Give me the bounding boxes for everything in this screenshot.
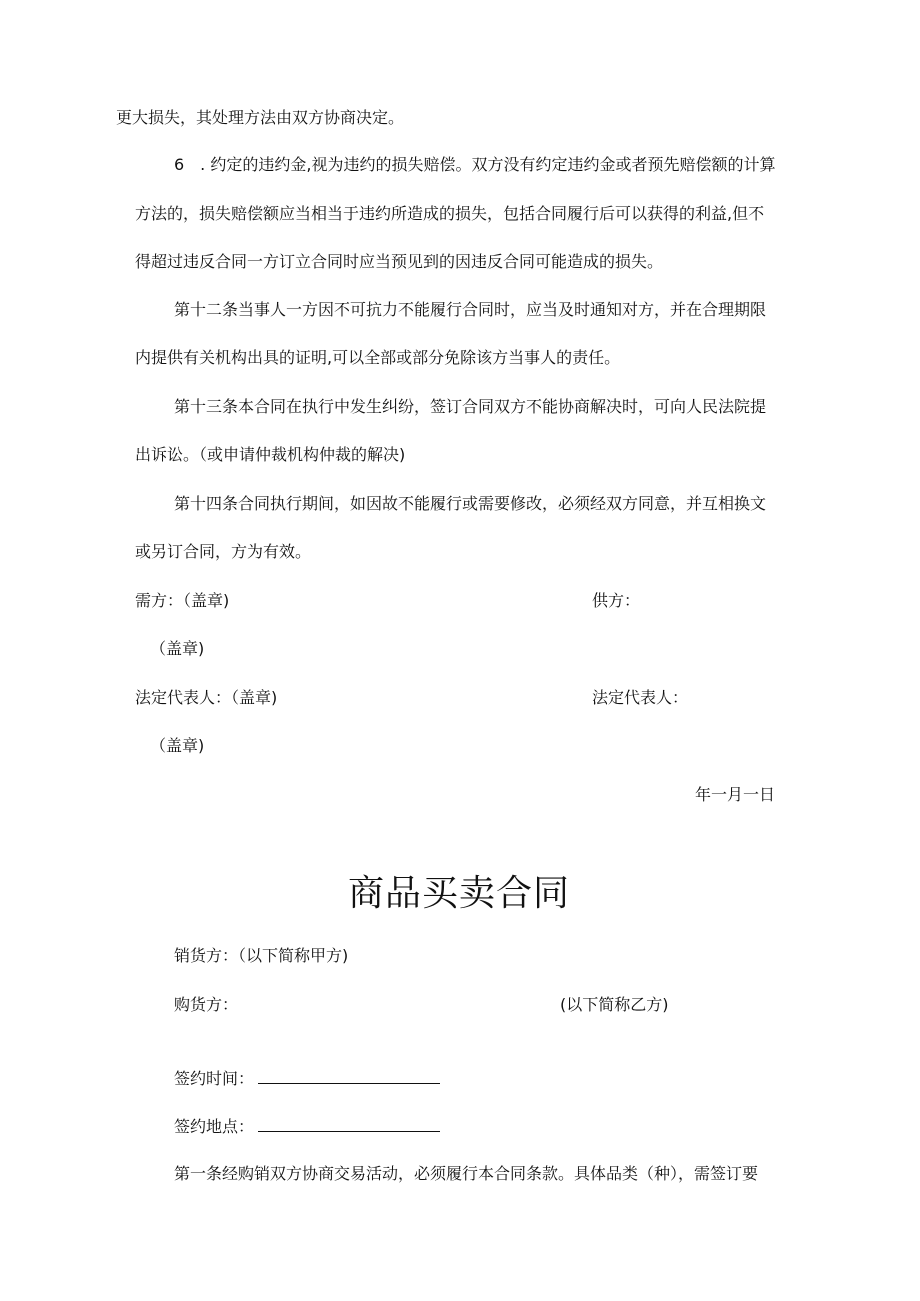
buyer-label: 购货方：: [174, 995, 239, 1014]
supply-party-label: 供方：: [592, 591, 641, 610]
article12-line1: 第十二条当事人一方因不可抗力不能履行合同时，应当及时通知对方，并在合理期限: [174, 300, 767, 319]
sign-time-row: [174, 1067, 440, 1090]
article13-line1: 第十三条本合同在执行中发生纠纷，签订合同双方不能协商解决时，可向人民法院提: [174, 397, 767, 416]
article14-line2: 或另订合同，方为有效。: [135, 542, 312, 561]
item6-line3: 得超过违反合同一方订立合同时应当预见到的因违反合同可能造成的损失。: [135, 252, 664, 271]
demand-party-label: 需方：（盖章): [135, 591, 230, 610]
sign-place-row: [174, 1115, 440, 1138]
article14-line1: 第十四条合同执行期间，如因故不能履行或需要修改，必须经双方同意，并互相换文: [174, 494, 767, 513]
legal-rep-right-label: 法定代表人：: [592, 688, 689, 707]
item6-line2: 方法的，损失赔偿额应当相当于违约所造成的损失，包括合同履行后可以获得的利益,但不: [135, 204, 765, 223]
article12-line2: 内提供有关机构出具的证明,可以全部或部分免除该方当事人的责任。: [135, 348, 621, 367]
buyer-note: (以下简称乙方): [560, 995, 669, 1014]
article1-line1: 第一条经购销双方协商交易活动，必须履行本合同条款。具体品类（种），需签订要: [174, 1164, 759, 1183]
sign-place-blank[interactable]: [258, 1115, 440, 1132]
contract-title: 商品买卖合同: [348, 873, 571, 914]
seller-line: 销货方：（以下简称甲方): [174, 946, 349, 965]
loss-clause-end: 更大损失，其处理方法由双方协商决定。: [116, 108, 405, 127]
article13-line2: 出诉讼。（或申请仲裁机构仲裁的解决): [135, 445, 406, 464]
sign-time-label: 签约时间：: [174, 1069, 255, 1088]
date-line: 年一月一日: [695, 785, 776, 804]
seal-label-2: （盖章): [150, 736, 205, 755]
sign-time-blank[interactable]: [258, 1067, 440, 1084]
item6-line1: 6 . 约定的违约金,视为违约的损失赔偿。双方没有约定违约金或者预先赔偿额的计算: [174, 155, 776, 174]
seal-label-1: （盖章): [150, 639, 205, 658]
legal-rep-left-label: 法定代表人：（盖章): [135, 688, 278, 707]
sign-place-label: 签约地点：: [174, 1117, 255, 1136]
